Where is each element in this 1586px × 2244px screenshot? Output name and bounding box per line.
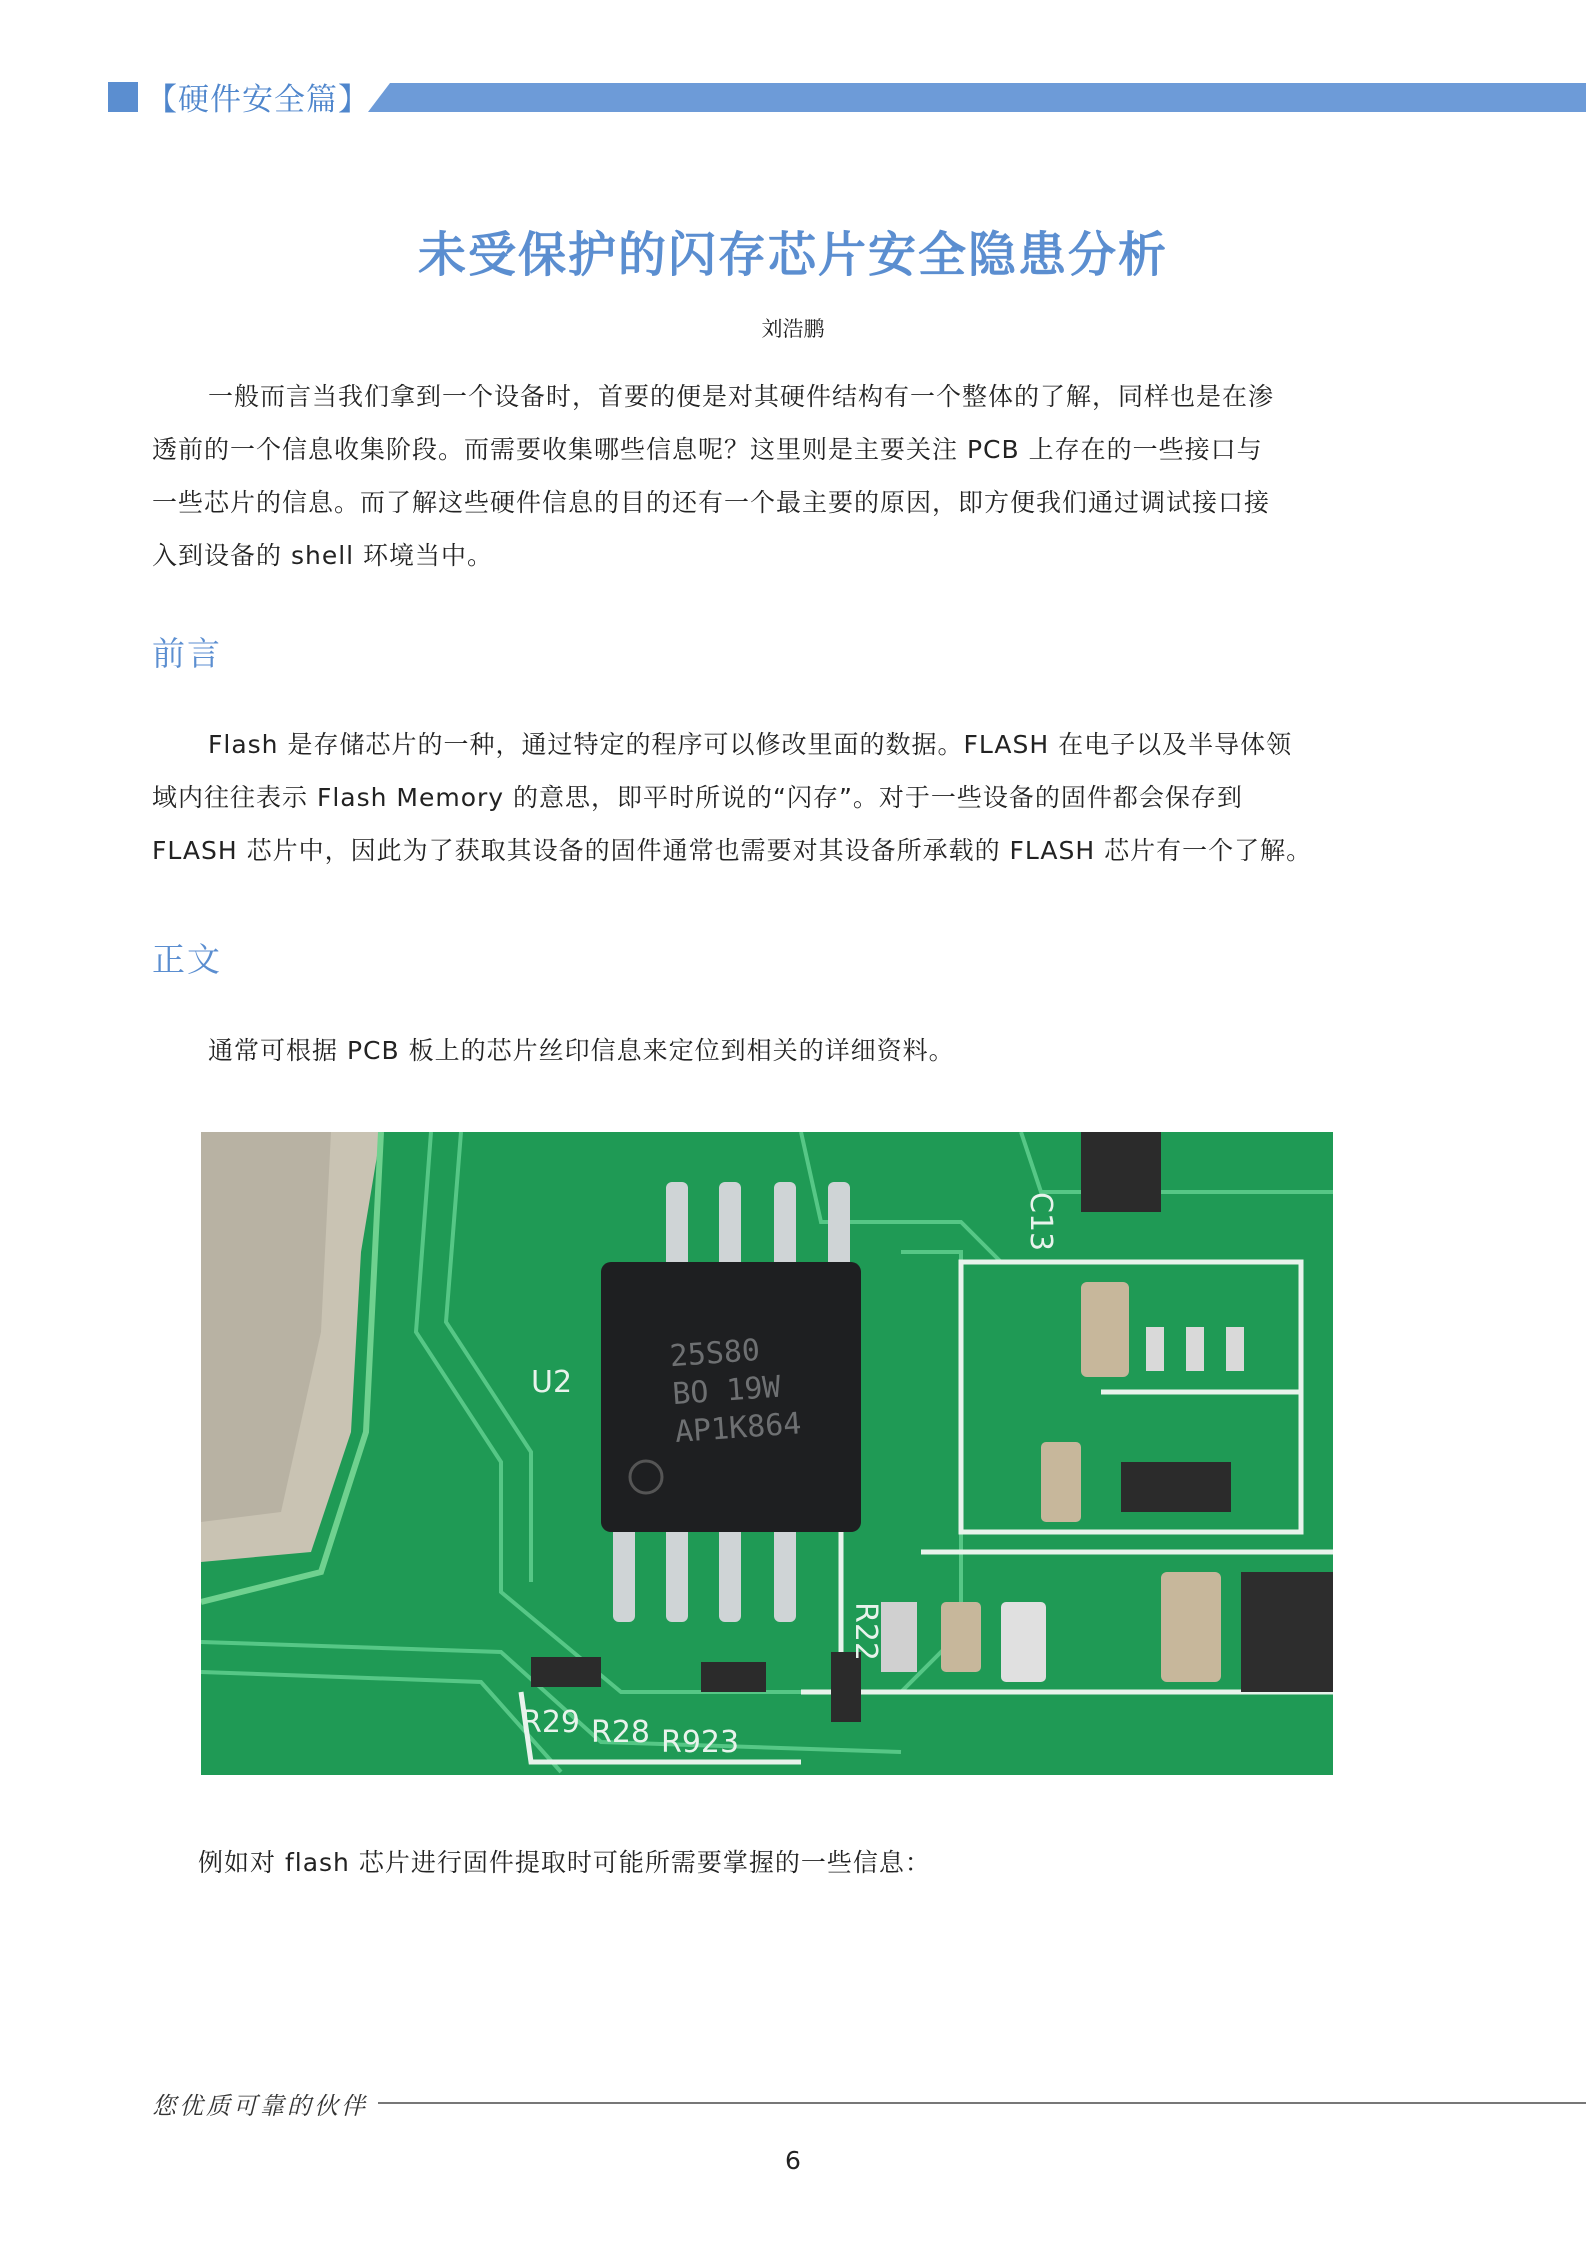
intro-paragraph (152, 370, 1392, 582)
article-title: 未受保护的闪存芯片安全隐患分析 (417, 227, 1168, 283)
pcb-label: R22 (848, 1602, 883, 1662)
pcb-label: R28 (591, 1715, 651, 1750)
body-line: 通常可根据 PCB 板上的芯片丝印信息来定位到相关的详细资料。 (208, 1036, 955, 1065)
section-heading-body: 正文 (152, 940, 222, 979)
chip-marking: 25S80 (668, 1332, 762, 1375)
intro-line: 一些芯片的信息。而了解这些硬件信息的目的还有一个最主要的原因，即方便我们通过调试接口接 (152, 488, 1271, 517)
page-number: 6 (785, 2146, 801, 2175)
intro-line: 透前的一个信息收集阶段。而需要收集哪些信息呢？这里则是主要关注 PCB 上存在的一些接口与 (152, 435, 1263, 464)
chip-marking: BO 19W (671, 1369, 782, 1413)
pcb-label: U2 (531, 1365, 573, 1400)
header-square-icon (108, 82, 138, 112)
preface-line: FLASH 芯片中，因此为了获取其设备的固件通常也需要对其设备所承载的 FLASH 芯片有一个了解。 (152, 836, 1313, 865)
preface-paragraph (152, 718, 1392, 877)
body-paragraph (152, 1024, 1392, 1077)
intro-line: 一般而言当我们拿到一个设备时，首要的便是对其硬件结构有一个整体的了解，同样也是在渗 (208, 382, 1275, 411)
header-category: 【硬件安全篇】 (146, 82, 370, 118)
header-band (368, 83, 1586, 112)
pcb-label: C13 (1023, 1192, 1058, 1252)
pcb-label: R29 (521, 1705, 581, 1740)
section-heading-preface: 前言 (152, 634, 222, 673)
pcb-label: R923 (661, 1725, 740, 1760)
footer-divider (378, 2102, 1586, 2104)
preface-line: 域内往往表示 Flash Memory 的意思，即平时所说的“闪存”。对于一些设备的固件都会保存到 (152, 783, 1243, 812)
chip-marking: AP1K864 (673, 1406, 803, 1451)
article-author: 刘浩鹏 (761, 317, 825, 341)
intro-line: 入到设备的 shell 环境当中。 (152, 541, 494, 570)
body-line: 例如对 flash 芯片进行固件提取时可能所需要掌握的一些信息： (198, 1848, 931, 1877)
pcb-flash-chip-photo (201, 1132, 1333, 1775)
footer-slogan: 您优质可靠的伙伴 (152, 2092, 368, 2120)
after-image-paragraph (152, 1836, 1392, 1889)
preface-line: Flash 是存储芯片的一种，通过特定的程序可以修改里面的数据。FLASH 在电子以及半导体领 (208, 730, 1293, 759)
